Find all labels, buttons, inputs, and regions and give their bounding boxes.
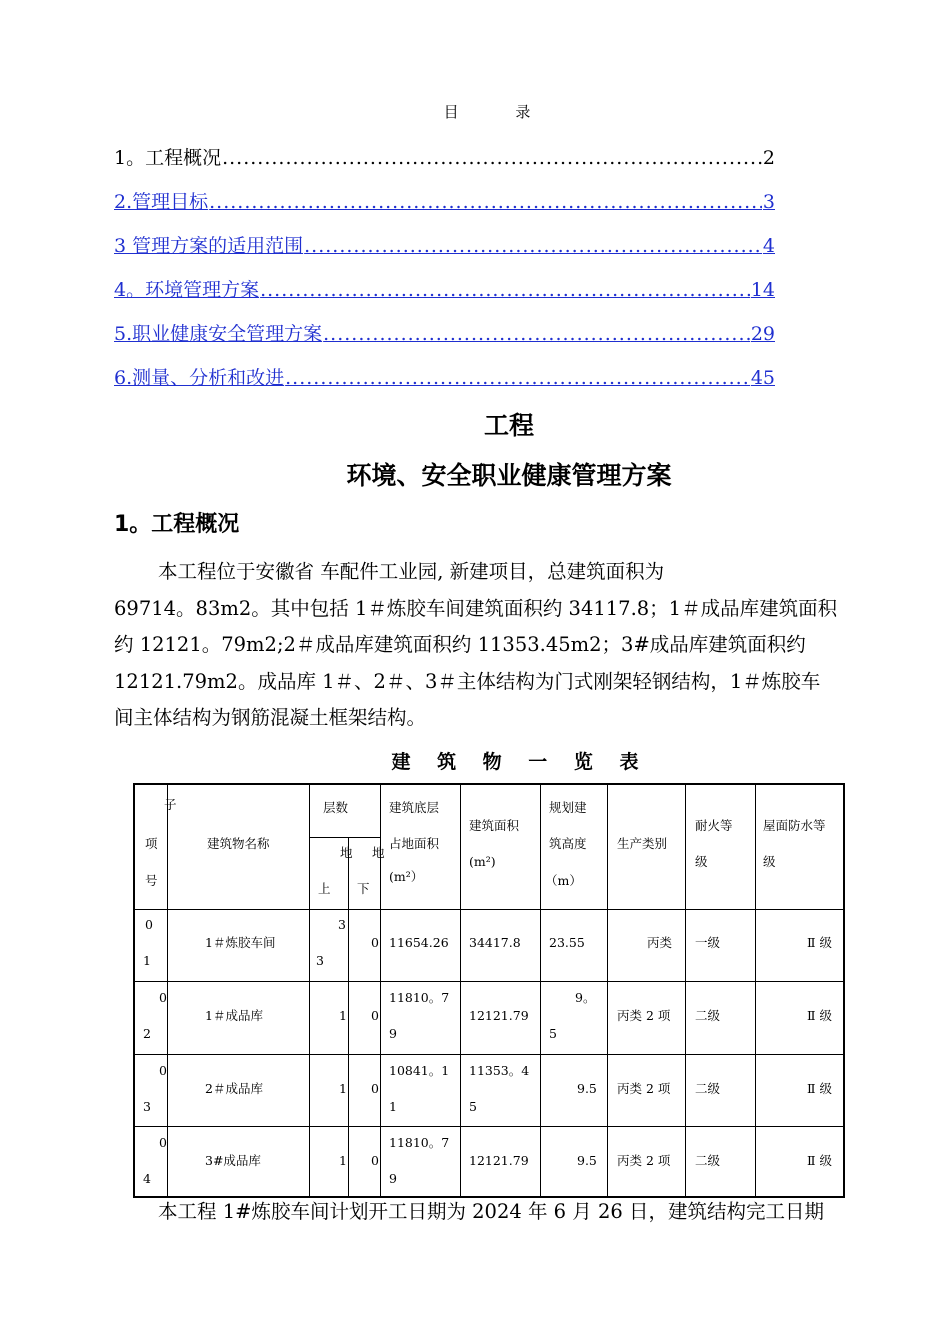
cell-row1-no: 0 [145,917,153,932]
cell-row3-up: 1 [339,1081,347,1096]
cell-row3-height: 9.5 [577,1081,597,1096]
cell-row3-area-b: 5 [469,1099,477,1114]
toc-entry-page: 4 [762,235,775,257]
cell-row1-name: 1＃炼胶车间 [205,935,276,950]
header-fire-rating: 耐火等 [695,818,733,833]
cell-row4-fire: 二级 [695,1153,721,1168]
header-height: 规划建 [549,800,587,815]
cell-row2-area: 12121.79 [469,1008,529,1023]
header-building-area: 建筑面积 [469,818,520,833]
toc-entry-overview[interactable] [114,143,775,169]
document-title: 工程 [483,411,534,440]
header-floors-above: 地 [340,845,353,860]
cell-row2-base: 11810。7 [389,990,450,1005]
toc-entry-label: 5.职业健康安全管理方案 [114,323,323,345]
cell-row2-height-b: 5 [549,1026,557,1041]
toc-leader-dots [304,235,762,257]
cell-row1-no-b: 1 [143,953,151,968]
toc-entry-label: 3 管理方案的适用范围 [114,235,304,257]
toc-leader-dots [285,367,750,389]
paragraph-line: 本工程位于安徽省 车配件工业园, 新建项目，总建筑面积为 [158,560,665,583]
cell-row4-no-b: 4 [143,1171,151,1186]
paragraph-line: 69714。83m2。其中包括 1＃炼胶车间建筑面积约 34117.8；1＃成品库建筑面积 [114,596,838,620]
cell-row3-roof: Ⅱ 级 [807,1081,832,1096]
cell-row4-area: 12121.79 [469,1153,529,1168]
cell-row3-no-b: 3 [143,1099,151,1114]
toc-entry-ohs[interactable] [114,319,775,345]
toc-leader-dots [260,279,750,301]
header-height-unit: （m） [545,873,582,888]
toc-entry-page: 14 [750,279,775,301]
cell-row1-fire: 一级 [695,935,721,950]
paragraph-line: 间主体结构为钢筋混凝土框架结构。 [114,706,427,729]
cell-row3-base-b: 1 [389,1099,397,1114]
buildings-table [133,783,845,1198]
cell-row3-category: 丙类 2 项 [617,1081,671,1096]
toc-entry-goals[interactable] [114,187,775,213]
toc-entry-page: 45 [750,367,775,389]
document-subtitle: 环境、安全职业健康管理方案 [346,461,672,490]
cell-row1-roof: Ⅱ 级 [807,935,832,950]
cell-row2-name: 1＃成品库 [205,1008,263,1023]
cell-row1-down: 0 [371,935,379,950]
paragraph-line: 12121.79m2。成品库 1＃、2＃、3＃主体结构为门式刚架轻钢结构，1＃炼胶车 [114,669,821,693]
cell-row2-no: 0 [159,990,167,1005]
cell-row3-name: 2＃成品库 [205,1081,263,1096]
cell-row2-fire: 二级 [695,1008,721,1023]
header-floors-below-2: 下 [357,881,370,896]
header-base-area: 建筑底层 [389,800,440,815]
continuation-paragraph: 本工程 1#炼胶车间计划开工日期为 2024 年 6 月 26 日，建筑结构完工日期 [158,1200,824,1223]
header-floors-below: 地 [372,845,385,860]
cell-row1-up-b: 3 [316,953,324,968]
cell-row4-down: 0 [371,1153,379,1168]
header-building-area-unit: (m²) [469,854,496,869]
cell-row3-no: 0 [159,1063,167,1078]
paragraph-line: 约 12121。79m2;2＃成品库建筑面积约 11353.45m2；3#成品库建筑面积约 [114,633,806,656]
cell-row4-name: 3#成品库 [205,1153,261,1168]
cell-row4-base: 11810。7 [389,1135,450,1150]
cell-row4-base-b: 9 [389,1171,397,1186]
cell-row3-down: 0 [371,1081,379,1096]
toc-leader-dots [222,147,762,169]
section-heading: 1。工程概况 [114,512,240,537]
header-item: 项 [145,836,158,851]
cell-row4-up: 1 [339,1153,347,1168]
cell-row4-no: 0 [159,1135,167,1150]
cell-row3-area: 11353。4 [469,1063,530,1078]
cell-row3-base: 10841。1 [389,1063,450,1078]
header-sub: 子 [164,797,177,812]
header-base-area-2: 占地面积 [389,836,440,851]
toc-entry-label: 4。环境管理方案 [114,279,260,301]
toc-entry-page: 3 [762,191,775,213]
toc-leader-dots [323,323,750,345]
cell-row4-roof: Ⅱ 级 [807,1153,832,1168]
cell-row2-height: 9。 [575,990,596,1005]
cell-row2-category: 丙类 2 项 [617,1008,671,1023]
header-roof-waterproof: 屋面防水等 [763,818,826,833]
cell-row4-height: 9.5 [577,1153,597,1168]
cell-row2-base-b: 9 [389,1026,397,1041]
toc-title: 目 录 [443,103,557,121]
toc-leader-dots [209,191,762,213]
toc-entry-label: 1。工程概况 [114,147,222,169]
toc-entry-environment[interactable] [114,275,775,301]
table-title: 建 筑 物 一 览 表 [391,751,649,773]
cell-row2-up: 1 [339,1008,347,1023]
cell-row1-base: 11654.26 [389,935,449,950]
header-roof-waterproof-2: 级 [763,854,776,869]
header-building-name: 建筑物名称 [207,836,270,851]
cell-row2-down: 0 [371,1008,379,1023]
cell-row2-roof: Ⅱ 级 [807,1008,832,1023]
header-category: 生产类别 [617,836,668,851]
header-floors: 层数 [323,800,349,815]
overview-paragraph [114,554,884,737]
cell-row1-area: 34417.8 [469,935,521,950]
cell-row1-height: 23.55 [549,935,585,950]
header-fire-rating-2: 级 [695,854,708,869]
header-base-area-unit: (m²） [389,869,424,884]
toc-entry-label: 6.测量、分析和改进 [114,367,285,389]
toc-entry-label: 2.管理目标 [114,191,209,213]
toc-entry-page: 29 [750,323,775,345]
cell-row2-no-b: 2 [143,1026,151,1041]
header-floors-above-2: 上 [318,881,331,896]
header-number: 号 [145,873,158,888]
toc-entry-scope[interactable] [114,231,775,257]
cell-row1-category: 丙类 [647,935,673,950]
header-height-2: 筑高度 [549,836,587,851]
cell-row4-category: 丙类 2 项 [617,1153,671,1168]
cell-row1-up: 3 [338,917,346,932]
cell-row3-fire: 二级 [695,1081,721,1096]
toc-entry-measurement[interactable] [114,363,775,389]
toc-entry-page: 2 [762,147,775,169]
